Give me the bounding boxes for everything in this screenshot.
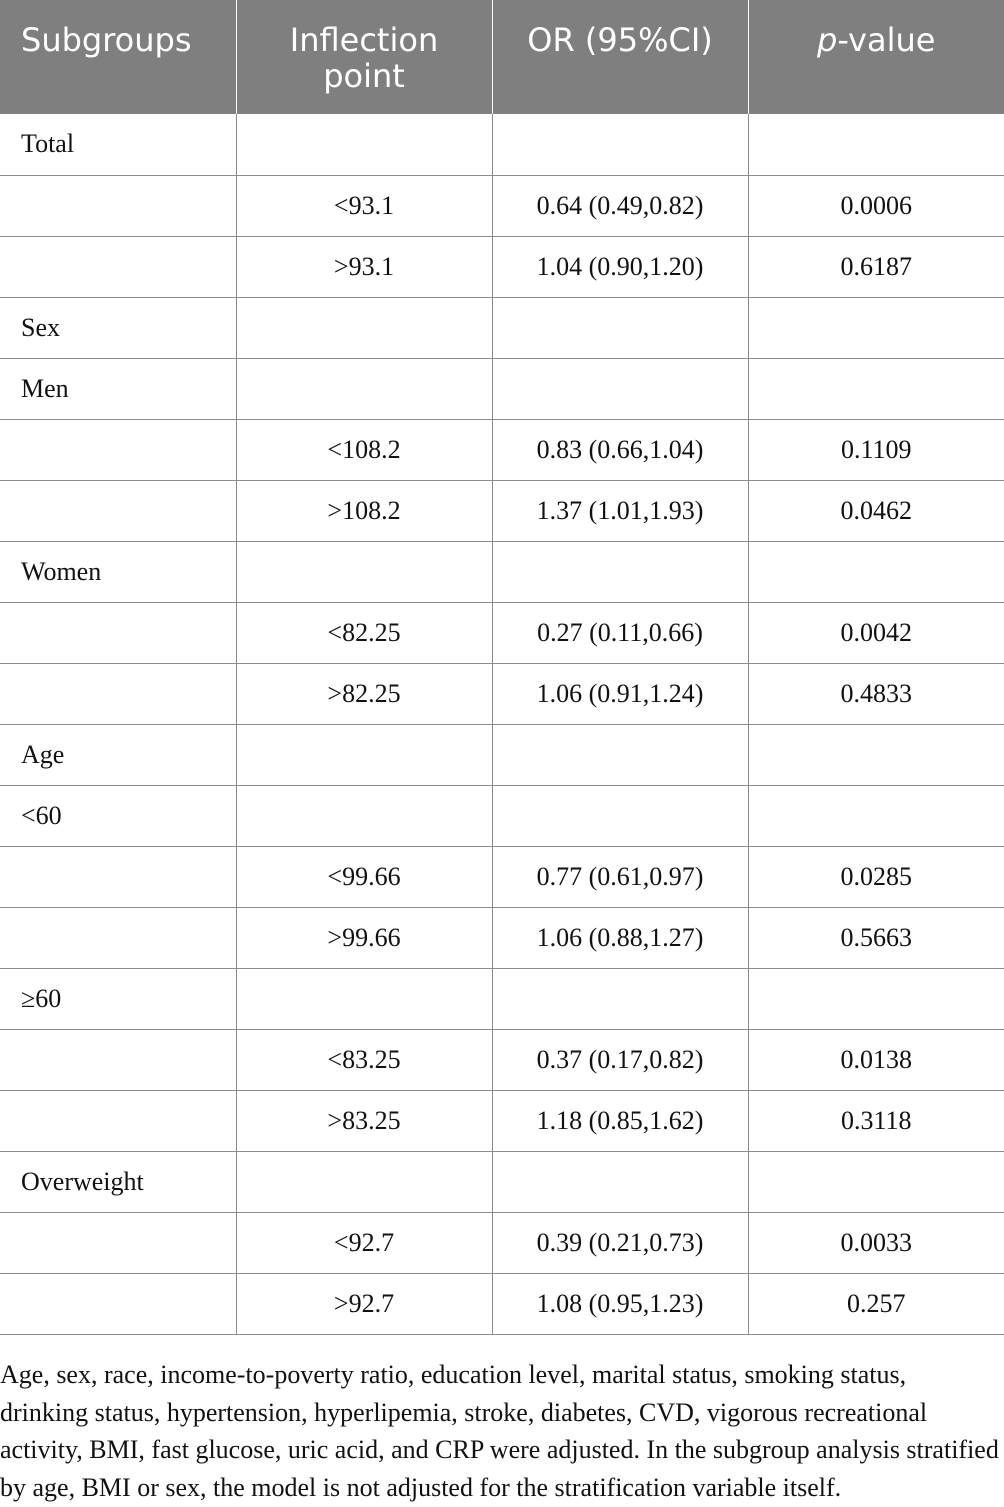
table-row: [0, 1029, 1004, 1090]
p-value-cell: 0.4833: [748, 663, 1004, 724]
inflection-point-cell: <83.25: [236, 1029, 492, 1090]
p-value-cell: [748, 541, 1004, 602]
header-inflection-point: Inflection point: [236, 0, 492, 114]
table-row: [0, 602, 1004, 663]
header-or-ci: OR (95%CI): [492, 0, 748, 114]
table-row: [0, 419, 1004, 480]
table-row: [0, 1212, 1004, 1273]
or-ci-cell: 0.64 (0.49,0.82): [492, 175, 748, 236]
table-header: [0, 0, 1004, 114]
table-row: [0, 907, 1004, 968]
or-ci-cell: [492, 968, 748, 1029]
or-ci-cell: 0.39 (0.21,0.73): [492, 1212, 748, 1273]
inflection-point-cell: <92.7: [236, 1212, 492, 1273]
subgroup-cell: [0, 480, 236, 541]
table-row: [0, 541, 1004, 602]
subgroup-cell: Total: [0, 114, 236, 175]
inflection-point-cell: <99.66: [236, 846, 492, 907]
subgroup-cell: Overweight: [0, 1151, 236, 1212]
inflection-point-cell: [236, 785, 492, 846]
p-value-cell: 0.0462: [748, 480, 1004, 541]
inflection-point-cell: <82.25: [236, 602, 492, 663]
inflection-point-cell: [236, 724, 492, 785]
or-ci-cell: 0.27 (0.11,0.66): [492, 602, 748, 663]
table-footnote: Age, sex, race, income-to-poverty ratio, education level, marital status, smoking status, drinking status, hypertension, hyperlipemia, stroke, diabetes, CVD, vigorous recreational activity, BMI, fast glucose, uric acid, and CRP were adjusted. In the subgroup analysis stratified by age, BMI or sex, the model is not adjusted for the stratification variable itself.: [0, 1360, 999, 1502]
subgroup-cell: Sex: [0, 297, 236, 358]
p-value-cell: [748, 297, 1004, 358]
p-value-cell: 0.257: [748, 1273, 1004, 1334]
inflection-point-cell: [236, 358, 492, 419]
or-ci-cell: 1.08 (0.95,1.23): [492, 1273, 748, 1334]
subgroup-cell: Men: [0, 358, 236, 419]
subgroup-cell: [0, 1029, 236, 1090]
subgroup-cell: [0, 1273, 236, 1334]
subgroup-cell: [0, 1090, 236, 1151]
table-row: [0, 297, 1004, 358]
or-ci-cell: 1.06 (0.88,1.27): [492, 907, 748, 968]
subgroup-cell: <60: [0, 785, 236, 846]
p-value-cell: 0.6187: [748, 236, 1004, 297]
inflection-point-cell: [236, 114, 492, 175]
inflection-point-cell: >99.66: [236, 907, 492, 968]
inflection-point-cell: >93.1: [236, 236, 492, 297]
subgroup-cell: Age: [0, 724, 236, 785]
subgroup-cell: [0, 907, 236, 968]
or-ci-cell: [492, 541, 748, 602]
subgroup-cell: ≥60: [0, 968, 236, 1029]
p-value-cell: [748, 114, 1004, 175]
table-row: [0, 1090, 1004, 1151]
or-ci-cell: [492, 724, 748, 785]
subgroup-cell: [0, 1212, 236, 1273]
or-ci-cell: [492, 358, 748, 419]
table-row: [0, 236, 1004, 297]
inflection-point-cell: [236, 297, 492, 358]
table-row: [0, 358, 1004, 419]
inflection-point-cell: >108.2: [236, 480, 492, 541]
table-row: [0, 175, 1004, 236]
or-ci-cell: 0.37 (0.17,0.82): [492, 1029, 748, 1090]
or-ci-cell: 1.37 (1.01,1.93): [492, 480, 748, 541]
or-ci-cell: [492, 297, 748, 358]
table-row: [0, 114, 1004, 175]
table-row: [0, 846, 1004, 907]
p-value-cell: [748, 1151, 1004, 1212]
p-rest: -value: [837, 21, 936, 59]
p-value-cell: 0.1109: [748, 419, 1004, 480]
subgroup-cell: Women: [0, 541, 236, 602]
header-row: [0, 0, 1004, 114]
or-ci-cell: 1.06 (0.91,1.24): [492, 663, 748, 724]
or-ci-cell: 0.83 (0.66,1.04): [492, 419, 748, 480]
p-value-cell: 0.0006: [748, 175, 1004, 236]
inflection-point-cell: [236, 1151, 492, 1212]
subgroup-cell: [0, 663, 236, 724]
p-value-cell: 0.5663: [748, 907, 1004, 968]
or-ci-cell: [492, 1151, 748, 1212]
table-row: [0, 663, 1004, 724]
header-p-value: [748, 0, 1004, 114]
table-body: [0, 114, 1004, 1334]
or-ci-cell: 1.04 (0.90,1.20): [492, 236, 748, 297]
p-value-cell: 0.0138: [748, 1029, 1004, 1090]
subgroup-cell: [0, 846, 236, 907]
p-value-cell: 0.0285: [748, 846, 1004, 907]
subgroup-cell: [0, 419, 236, 480]
p-value-cell: [748, 968, 1004, 1029]
table-row: [0, 724, 1004, 785]
p-value-cell: [748, 785, 1004, 846]
inflection-point-cell: [236, 541, 492, 602]
p-italic: p: [817, 21, 838, 59]
inflection-point-cell: [236, 968, 492, 1029]
subgroup-cell: [0, 236, 236, 297]
or-ci-cell: 0.77 (0.61,0.97): [492, 846, 748, 907]
inflection-point-cell: <108.2: [236, 419, 492, 480]
table-row: [0, 1151, 1004, 1212]
inflection-point-cell: >82.25: [236, 663, 492, 724]
or-ci-cell: [492, 785, 748, 846]
inflection-point-cell: <93.1: [236, 175, 492, 236]
p-value-cell: 0.3118: [748, 1090, 1004, 1151]
subgroup-cell: [0, 175, 236, 236]
p-value-cell: [748, 724, 1004, 785]
or-ci-cell: 1.18 (0.85,1.62): [492, 1090, 748, 1151]
p-value-cell: 0.0033: [748, 1212, 1004, 1273]
p-value-cell: 0.0042: [748, 602, 1004, 663]
or-ci-cell: [492, 114, 748, 175]
table-row: [0, 968, 1004, 1029]
p-value-cell: [748, 358, 1004, 419]
header-subgroups: Subgroups: [0, 0, 236, 114]
inflection-point-cell: >83.25: [236, 1090, 492, 1151]
table-row: [0, 480, 1004, 541]
table-row: [0, 785, 1004, 846]
table-row: [0, 1273, 1004, 1334]
subgroup-cell: [0, 602, 236, 663]
inflection-point-cell: >92.7: [236, 1273, 492, 1334]
